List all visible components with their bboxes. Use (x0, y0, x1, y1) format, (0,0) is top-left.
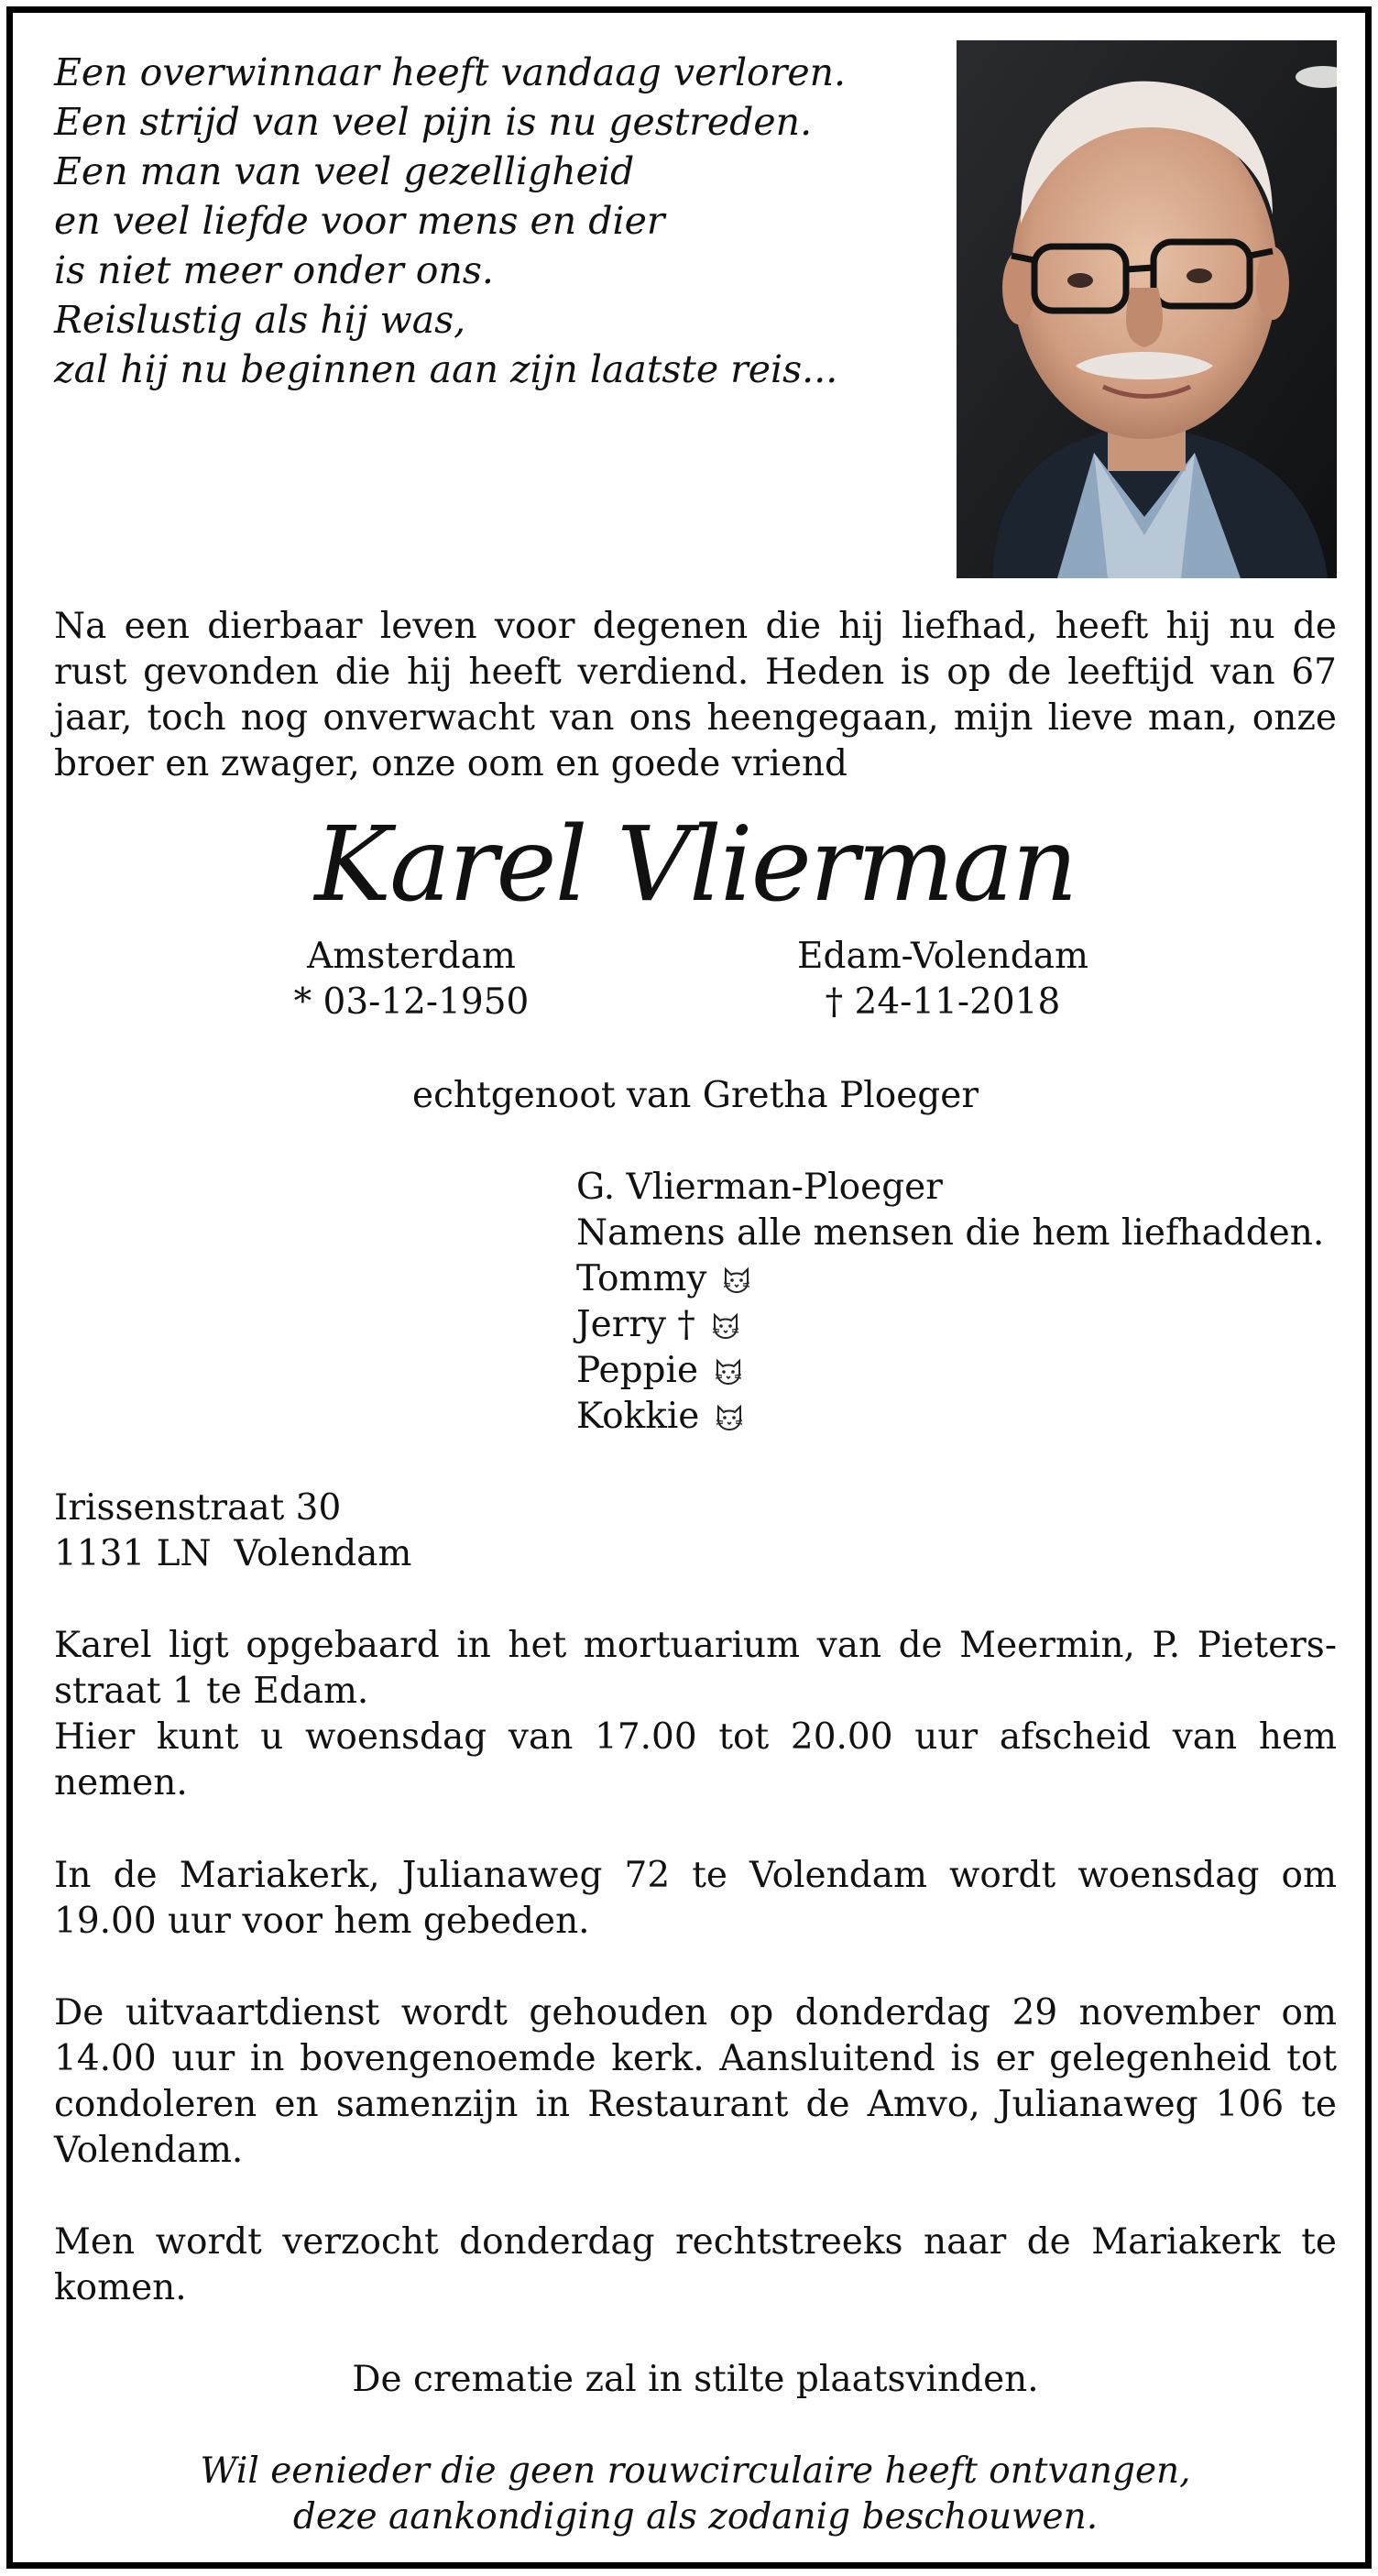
signer-line: G. Vlierman-Ploeger (576, 1167, 943, 1208)
closing-note (54, 2449, 1337, 2540)
pet-row (576, 1394, 1324, 1440)
closing-line: Wil eenieder die geen rouwcirculaire heeft ontvangen, (200, 2450, 1191, 2492)
pet-name: Kokkie (576, 1396, 700, 1437)
death-place: Edam-Volendam (797, 936, 1088, 977)
intro-paragraph: Na een dierbaar leven voor degenen die hij liefhad, heeft hij nu de rust gevonden die hij heeft verdiend. Heden is op de leeftijd van 67 jaar, toch nog onverwacht van ons heengegaan, mijn lieve man, onze broer en zwager, onze oom en goede vriend (54, 606, 1337, 784)
prayer-text: In de Mariakerk, Julianaweg 72 te Volendam wordt woensdag om 19.00 uur voor hem gebeden. (54, 1855, 1337, 1942)
poem-line: Reislustig als hij was, (54, 298, 466, 342)
request-text: Men wordt verzocht donderdag rechtstreeks naar de Mariakerk te komen. (54, 2221, 1337, 2308)
poem-line: en veel liefde voor mens en dier (54, 199, 665, 243)
pet-name: Tommy (576, 1258, 707, 1299)
obituary-frame (6, 6, 1372, 2569)
portrait-photo (957, 40, 1337, 578)
pet-name: Jerry † (576, 1304, 695, 1345)
birth-place: Amsterdam (307, 936, 516, 977)
signers-block (576, 1165, 1324, 1440)
death-date: † 24-11-2018 (825, 981, 1061, 1023)
poem (54, 48, 934, 394)
pet-row (576, 1348, 1324, 1394)
poem-line: is niet meer onder ons. (54, 248, 494, 292)
poem-line: zal hij nu beginnen aan zijn laatste reis... (54, 347, 838, 391)
closing-line: deze aankondiging als zodanig beschouwen. (292, 2496, 1099, 2538)
service-text: De uitvaartdienst wordt gehouden op donderdag 29 november om 14.00 uur in bovengenoemde kerk. Aansluitend is er gelegenheid tot condoleren en samenzijn in Restaurant de Amvo, Julianaweg 106 te Volendam. (54, 1992, 1337, 2171)
poem-line: Een overwinnaar heeft vandaag verloren. (54, 50, 847, 94)
viewing-location: Karel ligt opgebaard in het mortuarium van de Meermin, P. Pieters-straat 1 te Edam. (54, 1625, 1337, 1712)
address-street: Irissenstraat 30 (54, 1487, 342, 1529)
cat-face-icon (714, 1401, 745, 1432)
pet-row (576, 1256, 1324, 1302)
service-paragraph (54, 1990, 1337, 2174)
poem-line: Een strijd van veel pijn is nu gestreden. (54, 100, 813, 144)
pet-name: Peppie (576, 1350, 699, 1391)
viewing-paragraph (54, 1623, 1337, 1806)
cremation-line: De crematie zal in stilte plaatsvinden. (352, 2359, 1039, 2400)
obituary-content (54, 13, 1337, 2562)
cat-face-icon (721, 1264, 752, 1295)
portrait-illustration (957, 40, 1337, 578)
pet-row (576, 1302, 1324, 1348)
death-info (750, 934, 1135, 1025)
birth-info (219, 934, 604, 1025)
spouse-line: echtgenoot van Gretha Ploeger (412, 1075, 979, 1116)
poem-line: Een man van veel gezelligheid (54, 149, 635, 193)
address-city: 1131 LN Volendam (54, 1533, 412, 1574)
birth-date: * 03-12-1950 (293, 981, 530, 1023)
signer-line: Namens alle mensen die hem liefhadden. (576, 1212, 1325, 1254)
cat-face-icon (710, 1310, 741, 1341)
cat-face-icon (713, 1355, 744, 1387)
request-paragraph (54, 2220, 1337, 2311)
prayer-paragraph (54, 1853, 1337, 1945)
address-block (54, 1485, 411, 1577)
deceased-name: Karel Vlierman (314, 806, 1077, 925)
viewing-times: Hier kunt u woensdag van 17.00 tot 20.00 uur afscheid van hem nemen. (54, 1716, 1337, 1803)
